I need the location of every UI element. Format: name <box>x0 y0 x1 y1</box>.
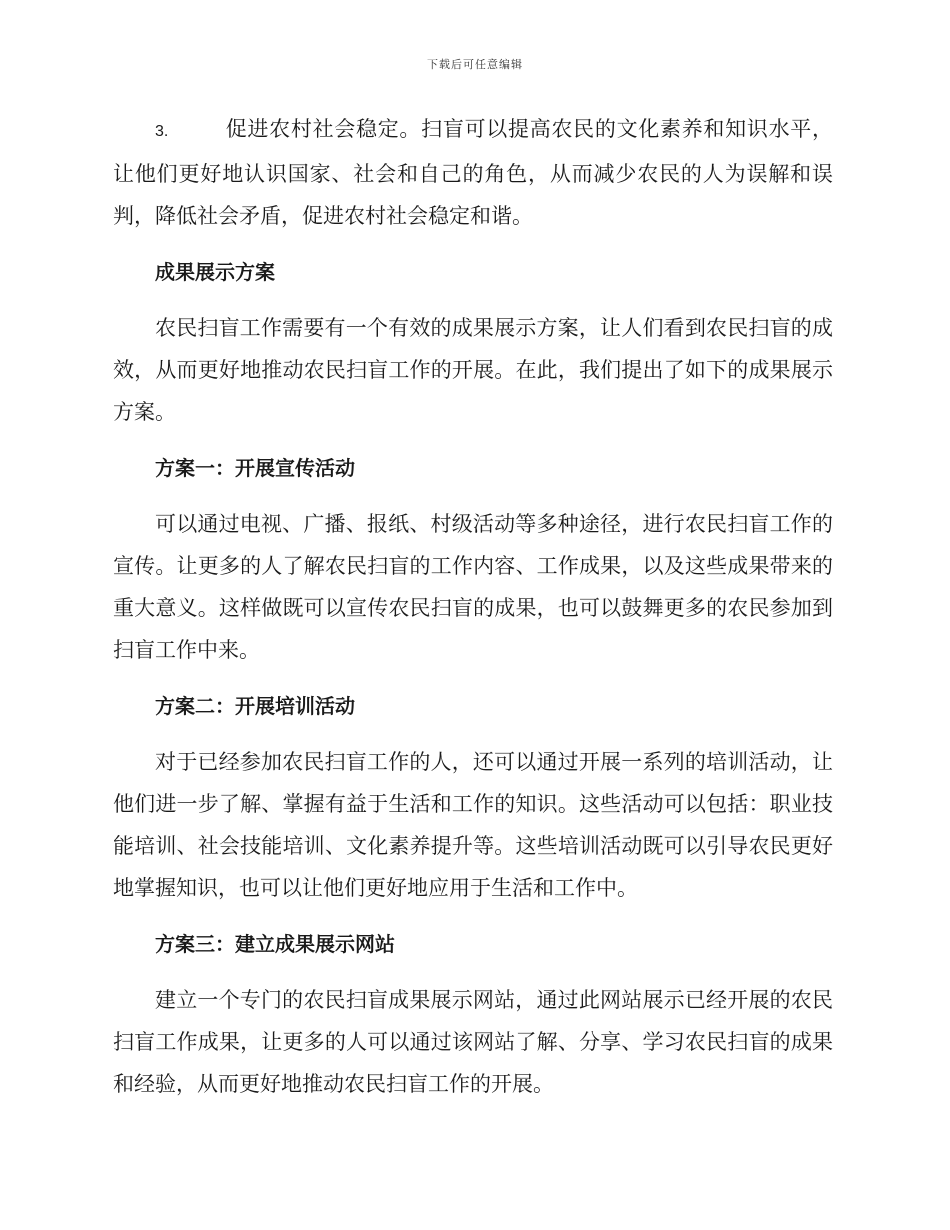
page-header: 下载后可任意编辑 <box>427 58 523 71</box>
subsection-heading: 方案三：建立成果展示网站 <box>155 932 395 956</box>
paragraph: 建立一个专门的农民扫盲成果展示网站，通过此网站展示已经开展的农民扫盲工作成果，让更多的人可以通过该网站了解、分享、学习农民扫盲的成果和经验，从而更好地推动农民扫盲工作的开展。 <box>113 988 833 1096</box>
paragraph: 农民扫盲工作需要有一个有效的成果展示方案，让人们看到农民扫盲的成效，从而更好地推动农民扫盲工作的开展。在此，我们提出了如下的成果展示方案。 <box>113 316 833 424</box>
paragraph-numbered-item <box>113 108 833 237</box>
paragraph: 对于已经参加农民扫盲工作的人，还可以通过开展一系列的培训活动，让他们进一步了解、掌握有益于生活和工作的知识。这些活动可以包括：职业技能培训、社会技能培训、文化素养提升等。这些培训活动既可以引导农民更好地掌握知识，也可以让他们更好地应用于生活和工作中。 <box>113 750 833 900</box>
paragraph: 可以通过电视、广播、报纸、村级活动等多种途径，进行农民扫盲工作的宣传。让更多的人了解农民扫盲的工作内容、工作成果，以及这些成果带来的重大意义。这样做既可以宣传农民扫盲的成果，也可以鼓舞更多的农民参加到扫盲工作中来。 <box>113 512 833 662</box>
item-number: 3. <box>155 123 169 140</box>
document-body <box>113 108 833 1119</box>
subsection-heading: 方案一：开展宣传活动 <box>155 456 355 480</box>
paragraph-text: 促进农村社会稳定。扫盲可以提高农民的文化素养和知识水平，让他们更好地认识国家、社会和自己的角色，从而减少农民的人为误解和误判，降低社会矛盾，促进农村社会稳定和谐。 <box>113 117 833 228</box>
section-heading: 成果展示方案 <box>155 260 275 284</box>
subsection-heading: 方案二：开展培训活动 <box>155 694 355 718</box>
